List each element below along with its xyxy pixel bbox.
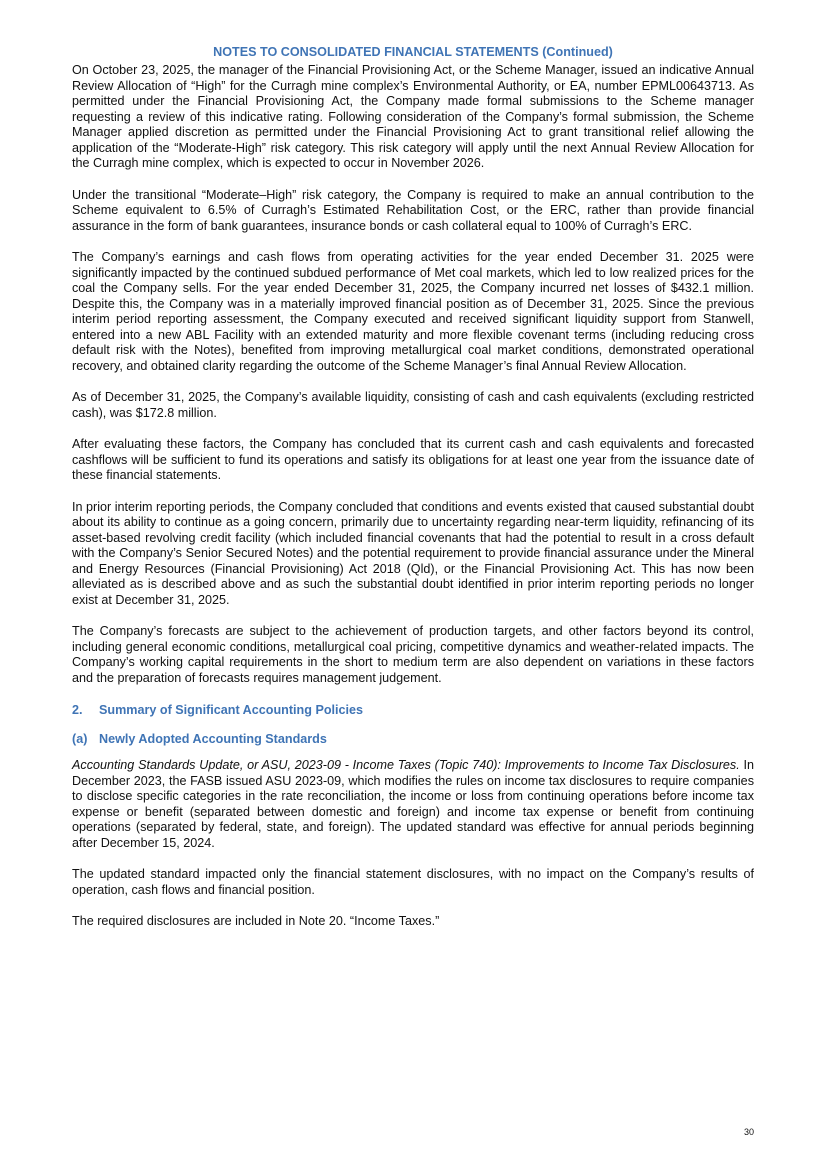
paragraph-asu-2023-09 <box>72 758 754 851</box>
paragraph-risk-category: Under the transitional “Moderate–High” risk category, the Company is required to make an annual contribution to the Scheme equivalent to 6.5% of Curragh’s Estimated Rehabilitation Cost, or the ERC, rather than provide financial assurance in the form of bank guarantees, insurance bonds or cash collateral equal to 100% of Curragh’s ERC. <box>72 187 754 233</box>
paragraph-liquidity: As of December 31, 2025, the Company’s available liquidity, consisting of cash and cash equivalents (excluding restricted cash), was $172.8 million. <box>72 390 754 420</box>
paragraph-scheme-manager: On October 23, 2025, the manager of the Financial Provisioning Act, or the Scheme Manager, issued an indicative Annual Review Allocation of “High” for the Curragh mine complex’s Environmental Authority, or EA, number EPML00643713. As permitted under the Financial Provisioning Act, the Company made formal submissions to the Scheme manager requesting a review of this indicative rating. Following consideration of the Company’s formal submission, the Scheme Manager applied discretion as permitted under the Financial Provisioning Act to grant transitional relief allowing the application of the “Moderate-High” risk category. This risk category will apply until the next Annual Review Allocation for the Curragh mine complex, which is expected to occur in November 2026. <box>72 63 754 170</box>
asu-body: In December 2023, the FASB issued ASU 2023-09, which modifies the rules on income tax disclosures to require companies to disclose specific categories in the rate reconciliation, the income or loss from continuing operations before income tax expense or benefit (separated between domestic and foreign) and income tax expense or benefit from continuing operations (separated by federal, state, and foreign). The updated standard was effective for annual periods beginning after December 15, 2024. <box>72 758 754 850</box>
paragraph-going-concern: In prior interim reporting periods, the Company concluded that conditions and events existed that caused substantial doubt about its ability to continue as a going concern, primarily due to uncertainty regarding near-term liquidity, refinancing of its asset-based revolving credit facility (which included financial covenants that had the potential to result in a cross default with the Company’s Senior Secured Notes) and the potential requirement to provide financial assurance under the Mineral and Energy Resources (Financial Provisioning) Act 2018 (Qld), or the Financial Provisioning Act. This has now been alleviated as is described above and as such the substantial doubt identified in prior interim reporting periods no longer exist at December 31, 2025. <box>72 499 754 607</box>
section-title: Summary of Significant Accounting Policies <box>99 703 364 717</box>
paragraph-note-reference: The required disclosures are included in Note 20. “Income Taxes.” <box>72 914 440 928</box>
page-number: 30 <box>743 1127 754 1137</box>
paragraph-earnings-cash-flows: The Company’s earnings and cash flows from operating activities for the year ended December 31. 2025 were significantly impacted by the continued subdued performance of Met coal markets, which led to low realized prices for the coal the Company sells. For the year ended December 31, 2025, the Company incurred net losses of $432.1 million. Despite this, the Company was in a materially improved financial position as of December 31, 2025. Since the previous interim period reporting assessment, the Company executed and received significant liquidity support from Stanwell, entered into a new ABL Facility with an extended maturity and more flexible covenant terms (including reducing cross default risk with the Notes), benefited from improving metallurgical coal market conditions, demonstrated operational recovery, and obtained clarity regarding the outcome of the Scheme Manager’s final Annual Review Allocation. <box>72 250 754 373</box>
section-heading-accounting-policies <box>72 702 754 718</box>
paragraph-evaluation: After evaluating these factors, the Company has concluded that its current cash and cash equivalents and forecasted cashflows will be sufficient to fund its operations and satisfy its obligations for at least one year from the issuance date of these financial statements. <box>72 437 754 482</box>
subsection-title: Newly Adopted Accounting Standards <box>99 732 327 746</box>
subsection-number: (a) <box>72 732 88 746</box>
section-number: 2. <box>72 703 83 717</box>
asu-lead-italic: Accounting Standards Update, or ASU, 2023-09 - Income Taxes (Topic 740): Improvements to Income Tax Disclosures. <box>72 758 740 772</box>
paragraph-disclosure-impact: The updated standard impacted only the financial statement disclosures, with no impact on the Company’s results of operation, cash flows and financial position. <box>72 867 754 897</box>
page-header-title: NOTES TO CONSOLIDATED FINANCIAL STATEMENTS (Continued) <box>213 45 613 59</box>
paragraph-forecasts: The Company’s forecasts are subject to the achievement of production targets, and other factors beyond its control, including general economic conditions, metallurgical coal pricing, competitive dynamics and weather-related impacts. The Company’s working capital requirements in the short to medium term are also dependent on variations in these factors and the preparation of forecasts requires management judgement. <box>72 624 754 685</box>
subsection-heading-new-standards <box>72 731 754 747</box>
